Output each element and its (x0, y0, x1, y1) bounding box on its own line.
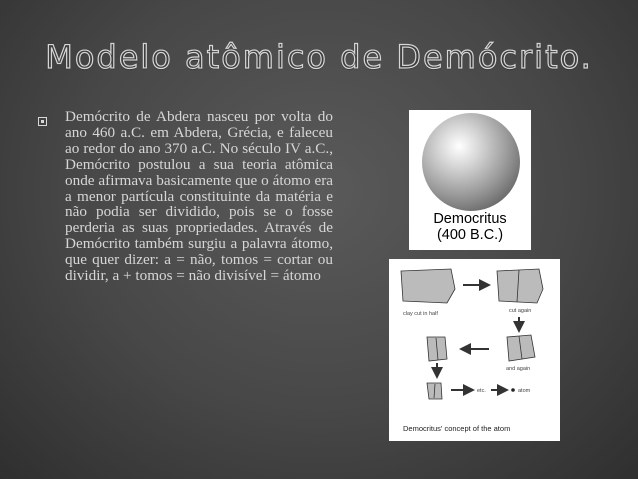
atom-concept-diagram (389, 259, 560, 441)
clay-block (401, 269, 455, 303)
body-paragraph: Demócrito de Abdera nasceu por volta do ano 460 a.C. em Abdera, Grécia, e faleceu ao redor do ano 370 a.C. No século IV a.C., Demócrito postulou a sua teoria atômica onde afirmava basicamente que o átomo era a menor partícula constituinte da matéria e não podia ser dividido, pois se o fosse perderia as suas propriedades. Através de Demócrito também surgiu a palavra átomo, que quer dizer: a = não, tomos = cortar ou dividir, a + tomos = não divisível = átomo (65, 108, 333, 285)
label-step5: atom (518, 388, 531, 394)
label-step4: etc. (477, 388, 486, 394)
square-bullet-icon (38, 117, 47, 126)
sphere-image (422, 113, 520, 211)
portrait-caption-name: Democritus (433, 211, 507, 227)
atom-dot (511, 388, 515, 392)
portrait-caption-date: (400 B.C.) (436, 227, 504, 243)
portrait-caption (409, 211, 531, 243)
diagram-caption: Democritus' concept of the atom (403, 424, 511, 433)
diagram-svg (389, 259, 560, 441)
half-block (497, 269, 543, 303)
label-step3: and again (506, 366, 531, 372)
quarter-block (507, 335, 535, 361)
label-step1: clay cut in half (403, 311, 438, 317)
democritus-portrait-panel (409, 110, 531, 250)
label-step2: cut again (509, 308, 532, 314)
page-title: Modelo atômico de Demócrito. (45, 38, 593, 76)
